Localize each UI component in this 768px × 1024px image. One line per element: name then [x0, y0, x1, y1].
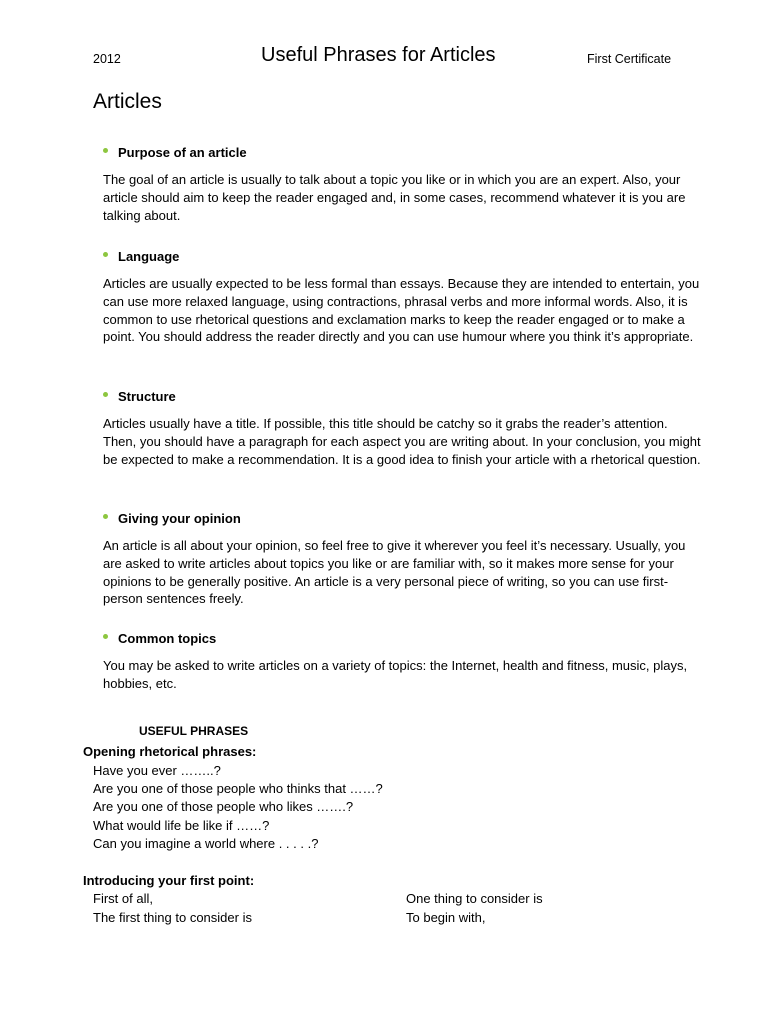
header-year: 2012	[93, 52, 121, 66]
section-heading: Giving your opinion	[118, 510, 241, 526]
section-purpose	[103, 143, 703, 224]
phrase-item: Are you one of those people who thinks that ……?	[93, 781, 383, 796]
bullet-icon	[103, 392, 108, 397]
section-topics	[103, 629, 703, 693]
header-level: First Certificate	[587, 52, 672, 66]
useful-phrases-heading: USEFUL PHRASES	[139, 724, 249, 738]
section-heading: Common topics	[118, 630, 217, 646]
opening-phrases-heading: Opening rhetorical phrases:	[83, 744, 257, 759]
first-point-heading: Introducing your first point:	[83, 873, 255, 888]
section-heading: Purpose of an article	[118, 144, 247, 160]
section-opinion	[103, 509, 703, 608]
phrase-item: One thing to consider is	[406, 891, 543, 906]
section-body: The goal of an article is usually to talk about a topic you like or in which you are an expert. Also, your article should aim to keep the reader engaged and, in some cases, recommend whatever it is you are talking about.	[103, 172, 686, 223]
section-heading: Structure	[118, 388, 176, 404]
section-body: Articles are usually expected to be less formal than essays. Because they are intended to entertain, you can use more relaxed language, using contractions, phrasal verbs and more informal words. Also, it is common to use rhetorical questions and exclamation marks to keep the reader engaged or to make a point. You should address the reader directly and you can use humour where you think it’s appropriate.	[103, 276, 700, 345]
phrase-item: First of all,	[93, 891, 153, 906]
section-body: An article is all about your opinion, so feel free to give it wherever you feel it’s necessary. Usually, you are asked to write articles about topics you like or are familiar with, so it makes more sense for your opinions to be generally positive. An article is a very personal piece of writing, so you can use first-person sentences freely.	[103, 538, 686, 607]
phrase-item: Are you one of those people who likes …….?	[93, 799, 354, 814]
phrase-item: Can you imagine a world where . . . . .?	[93, 836, 319, 851]
bullet-icon	[103, 514, 108, 519]
section-heading: Language	[118, 248, 180, 264]
section-language	[103, 247, 703, 346]
phrase-item: Have you ever ……..?	[93, 763, 221, 778]
phrase-item: To begin with,	[406, 910, 486, 925]
document-title: Articles	[93, 90, 162, 113]
section-structure	[103, 387, 703, 468]
phrase-item: The first thing to consider is	[93, 910, 252, 925]
bullet-icon	[103, 148, 108, 153]
section-body: Articles usually have a title. If possible, this title should be catchy so it grabs the reader’s attention. Then, you should have a paragraph for each aspect you are writing about. In your conclusion, you might be expected to make a recommendation. It is a good idea to finish your article with a rhetorical question.	[103, 416, 701, 467]
section-body: You may be asked to write articles on a variety of topics: the Internet, health and fitness, music, plays, hobbies, etc.	[103, 658, 688, 691]
header-title: Useful Phrases for Articles	[261, 44, 496, 66]
phrase-item: What would life be like if ……?	[93, 818, 270, 833]
bullet-icon	[103, 634, 108, 639]
bullet-icon	[103, 252, 108, 257]
